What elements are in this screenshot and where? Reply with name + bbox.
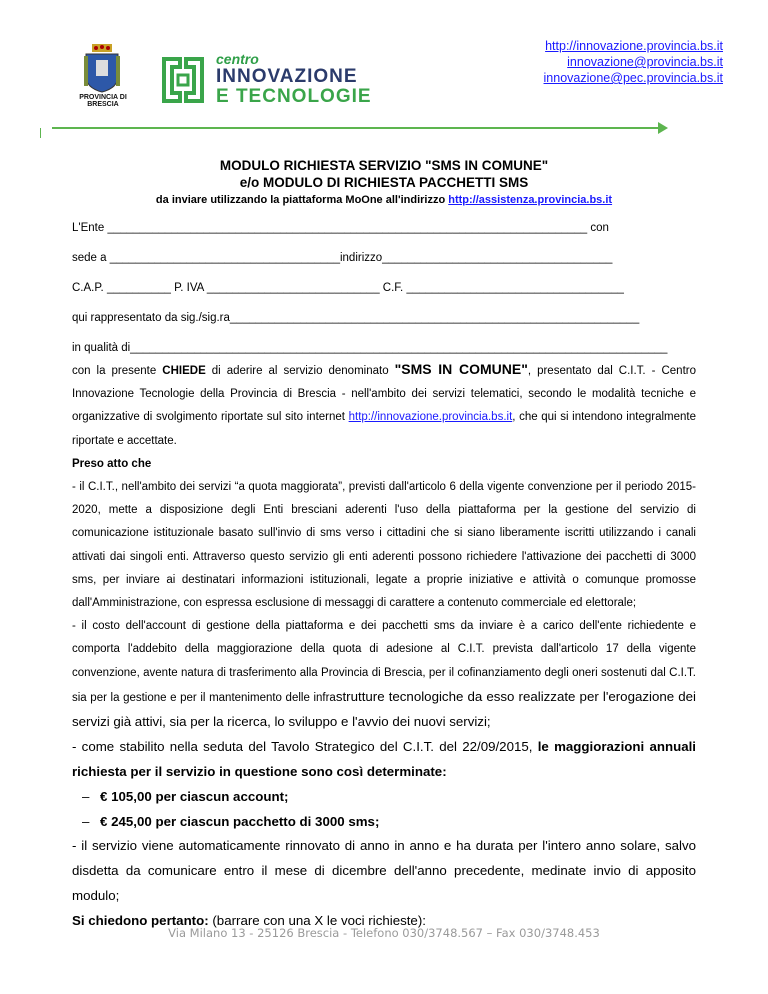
bullet-pacchetto-text: € 245,00 per ciascun pacchetto di 3000 sms; bbox=[100, 813, 380, 829]
sms-service-name: "SMS IN COMUNE" bbox=[394, 361, 528, 377]
field-qualita[interactable]: in qualità di____________________________________________________________________________________ bbox=[72, 342, 668, 354]
p6-text-a: Si chiedono pertanto: bbox=[72, 912, 209, 928]
header-contact-links bbox=[544, 38, 723, 86]
field-ente[interactable]: L'Ente ___________________________________________________________________________ con bbox=[72, 222, 609, 234]
preso-atto-heading: Preso atto che bbox=[72, 457, 152, 470]
paragraph-rinnovo: - il servizio viene automaticamente rinnovato di anno in anno e ha durata per l'intero anno solare, salvo disdetta da comunicare entro il mese di dicembre dell'anno precedente, medinate invio di apposito modulo; bbox=[72, 838, 696, 904]
field-cap-piva-cf[interactable]: C.A.P. __________ P. IVA ___________________________ C.F. __________________________________ bbox=[72, 282, 624, 294]
chiede-keyword: CHIEDE bbox=[162, 365, 206, 377]
header-divider-corner bbox=[40, 128, 41, 138]
brand-tecnologie: E TECNOLOGIE bbox=[216, 86, 372, 107]
bullet-account-text: € 105,00 per ciascun account; bbox=[100, 788, 289, 804]
p1-text-a: con la presente bbox=[72, 365, 163, 377]
p3-text-b: strutture tecnologiche da esso realizzate per l'erogazione dei servizi già attivi, sia per la ricerca, lo sviluppo e l'avvio dei nuovi servizi; bbox=[72, 688, 696, 730]
paragraph-servizi: - il C.I.T., nell'ambito dei servizi “a quota maggiorata”, previsti dall'articolo 6 della vigente convenzione per il periodo 2015-2020, mette a disposizione degli Enti bresciani aderenti l'uso della piattaforma per la gestione del servizio di comunicazione istituzionale basato sull'invio di sms verso i cittadini che si siano liberamente iscritti utilizzando i canali attivati dai singoli enti. Attraverso questo servizio gli enti aderenti possono richiedere l'attivazione dei pacchetti di 3000 sms, per inviare ai destinatari informazioni istituzionali, legate a proprie iniziative e attività o comunque promosse dall'Amministrazione, con espressa esclusione di messaggi di carattere a contenuto commerciale ed elettorale; bbox=[72, 481, 696, 610]
brand-centro: centro bbox=[216, 51, 259, 67]
pec-email-link[interactable]: innovazione@pec.provincia.bs.it bbox=[543, 71, 723, 85]
bullet-pacchetto bbox=[72, 810, 696, 835]
centro-innovazione-logo-icon bbox=[160, 55, 206, 105]
document-title-2: e/o MODULO DI RICHIESTA PACCHETTI SMS bbox=[239, 175, 529, 190]
dash-icon: – bbox=[82, 788, 90, 804]
p4-text-b: le maggiorazioni annuali richiesta per il servizio in questione sono così determinate: bbox=[72, 739, 697, 780]
document-title: MODULO RICHIESTA SERVIZIO "SMS IN COMUNE" bbox=[219, 158, 549, 173]
subtitle-text: da inviare utilizzando la piattaforma MoOne all'indirizzo bbox=[155, 194, 449, 206]
field-rappresentante[interactable]: qui rappresentato da sig./sig.ra________________________________________________________________ bbox=[72, 312, 640, 324]
email-link[interactable]: innovazione@provincia.bs.it bbox=[567, 55, 723, 69]
assistenza-link[interactable]: http://assistenza.provincia.bs.it bbox=[448, 194, 613, 206]
header-divider bbox=[52, 127, 660, 129]
footer-address: Via Milano 13 - 25126 Brescia - Telefono 030/3748.567 – Fax 030/3748.453 bbox=[168, 926, 600, 940]
divider-arrow-icon bbox=[658, 122, 668, 134]
paragraph-costo bbox=[72, 615, 696, 735]
brand-innovazione: INNOVAZIONE bbox=[216, 66, 358, 87]
p3-text-a: - il costo dell'account di gestione della piattaforma e dei pacchetti sms da inviare è a carico dell'ente richiedente e comporta l'addebito della maggiorazione della quota di adesione al C.I.T. prevista dall'articolo 17 della vigente convenzione, avente natura di trasferimento alla Provincia di Brescia, per il cofinanziamento degli oneri sostenuti dal C.I.T. sia per la gestione e per il mantenimento delle infra bbox=[72, 620, 696, 704]
paragraph-maggiorazioni bbox=[72, 735, 696, 785]
p1-text-b: di aderire al servizio denominato bbox=[205, 365, 395, 377]
paragraph-richiesta bbox=[72, 358, 696, 453]
crest-caption-text: PROVINCIA DI BRESCIA bbox=[79, 94, 127, 108]
crest-caption bbox=[78, 94, 128, 108]
p1-text-d: , che qui si intendono integralmente riportate e accettate. bbox=[72, 411, 696, 447]
website-link[interactable]: http://innovazione.provincia.bs.it bbox=[545, 39, 723, 53]
document-body bbox=[72, 358, 696, 934]
p1-text-c: , presentato dal C.I.T. - Centro Innovazione Tecnologie della Provincia di Brescia - nell'ambito dei servizi telematici, secondo le modalità tecniche e organizzative di svolgimento riportate sul sito internet bbox=[72, 365, 696, 424]
dash-icon: – bbox=[82, 813, 90, 829]
document-subtitle bbox=[0, 194, 768, 206]
innovazione-link[interactable]: http://innovazione.provincia.bs.it bbox=[348, 411, 513, 424]
p6-text-b: (barrare con una X le voci richieste): bbox=[208, 912, 426, 928]
bullet-account bbox=[72, 785, 696, 810]
field-sede[interactable]: sede a ____________________________________indirizzo____________________________________ bbox=[72, 252, 613, 264]
p4-text-a: - come stabilito nella seduta del Tavolo Strategico del C.I.T. del 22/09/2015, bbox=[72, 739, 538, 755]
